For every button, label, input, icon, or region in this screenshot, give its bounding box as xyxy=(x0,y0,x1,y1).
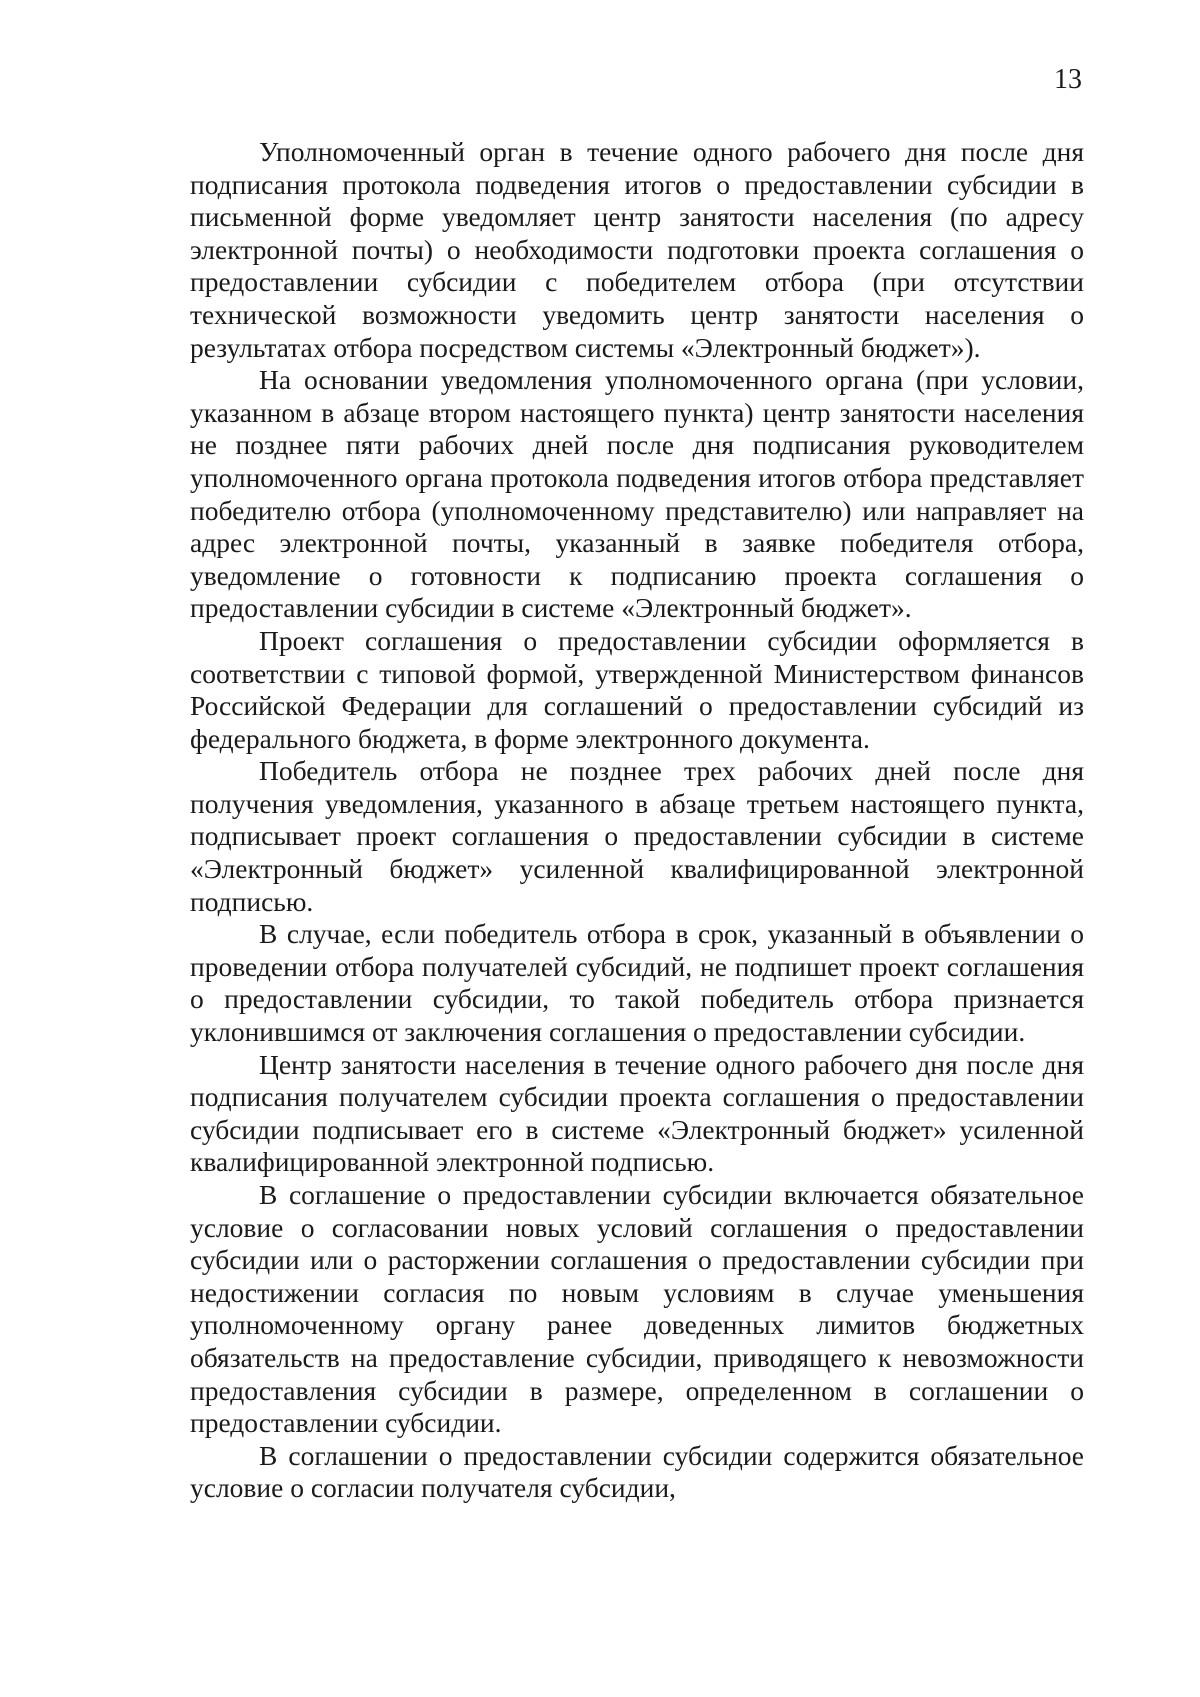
page-number: 13 xyxy=(1054,64,1082,95)
paragraph: В соглашении о предоставлении субсидии содержится обязательное условие о согласии получателя субсидии, xyxy=(190,1439,1084,1504)
paragraph: Уполномоченный орган в течение одного рабочего дня после дня подписания протокола подведения итогов о предоставлении субсидии в письменной форме уведомляет центр занятости населения (по адресу электронной почты) о необходимости подготовки проекта соглашения о предоставлении субсидии с победителем отбора (при отсутствии технической возможности уведомить центр занятости населения о результатах отбора посредством системы «Электронный бюджет»). xyxy=(190,136,1084,363)
paragraph: В случае, если победитель отбора в срок, указанный в объявлении о проведении отбора получателей субсидий, не подпишет проект соглашения о предоставлении субсидии, то такой победитель отбора признается уклонившимся от заключения соглашения о предоставлении субсидии. xyxy=(190,918,1084,1048)
paragraph: Проект соглашения о предоставлении субсидии оформляется в соответствии с типовой формой, утвержденной Министерством финансов Российской Федерации для соглашений о предоставлении субсидий из федерального бюджета, в форме электронного документа. xyxy=(190,624,1084,754)
document-body xyxy=(190,136,1084,1505)
paragraph: Центр занятости населения в течение одного рабочего дня после дня подписания получателем субсидии проекта соглашения о предоставлении субсидии подписывает его в системе «Электронный бюджет» усиленной квалифицированной электронной подписью. xyxy=(190,1048,1084,1178)
paragraph: В соглашение о предоставлении субсидии включается обязательное условие о согласовании новых условий соглашения о предоставлении субсидии или о расторжении соглашения о предоставлении субсидии при недостижении согласия по новым условиям в случае уменьшения уполномоченному органу ранее доведенных лимитов бюджетных обязательств на предоставление субсидии, приводящего к невозможности предоставления субсидии в размере, определенном в соглашении о предоставлении субсидии. xyxy=(190,1179,1084,1439)
paragraph: Победитель отбора не позднее трех рабочих дней после дня получения уведомления, указанного в абзаце третьем настоящего пункта, подписывает проект соглашения о предоставлении субсидии в системе «Электронный бюджет» усиленной квалифицированной электронной подписью. xyxy=(190,755,1084,917)
paragraph: На основании уведомления уполномоченного органа (при условии, указанном в абзаце втором настоящего пункта) центр занятости населения не позднее пяти рабочих дней после дня подписания руководителем уполномоченного органа протокола подведения итогов отбора представляет победителю отбора (уполномоченному представителю) или направляет на адрес электронной почты, указанный в заявке победителя отбора, уведомление о готовности к подписанию проекта соглашения о предоставлении субсидии в системе «Электронный бюджет». xyxy=(190,364,1084,624)
